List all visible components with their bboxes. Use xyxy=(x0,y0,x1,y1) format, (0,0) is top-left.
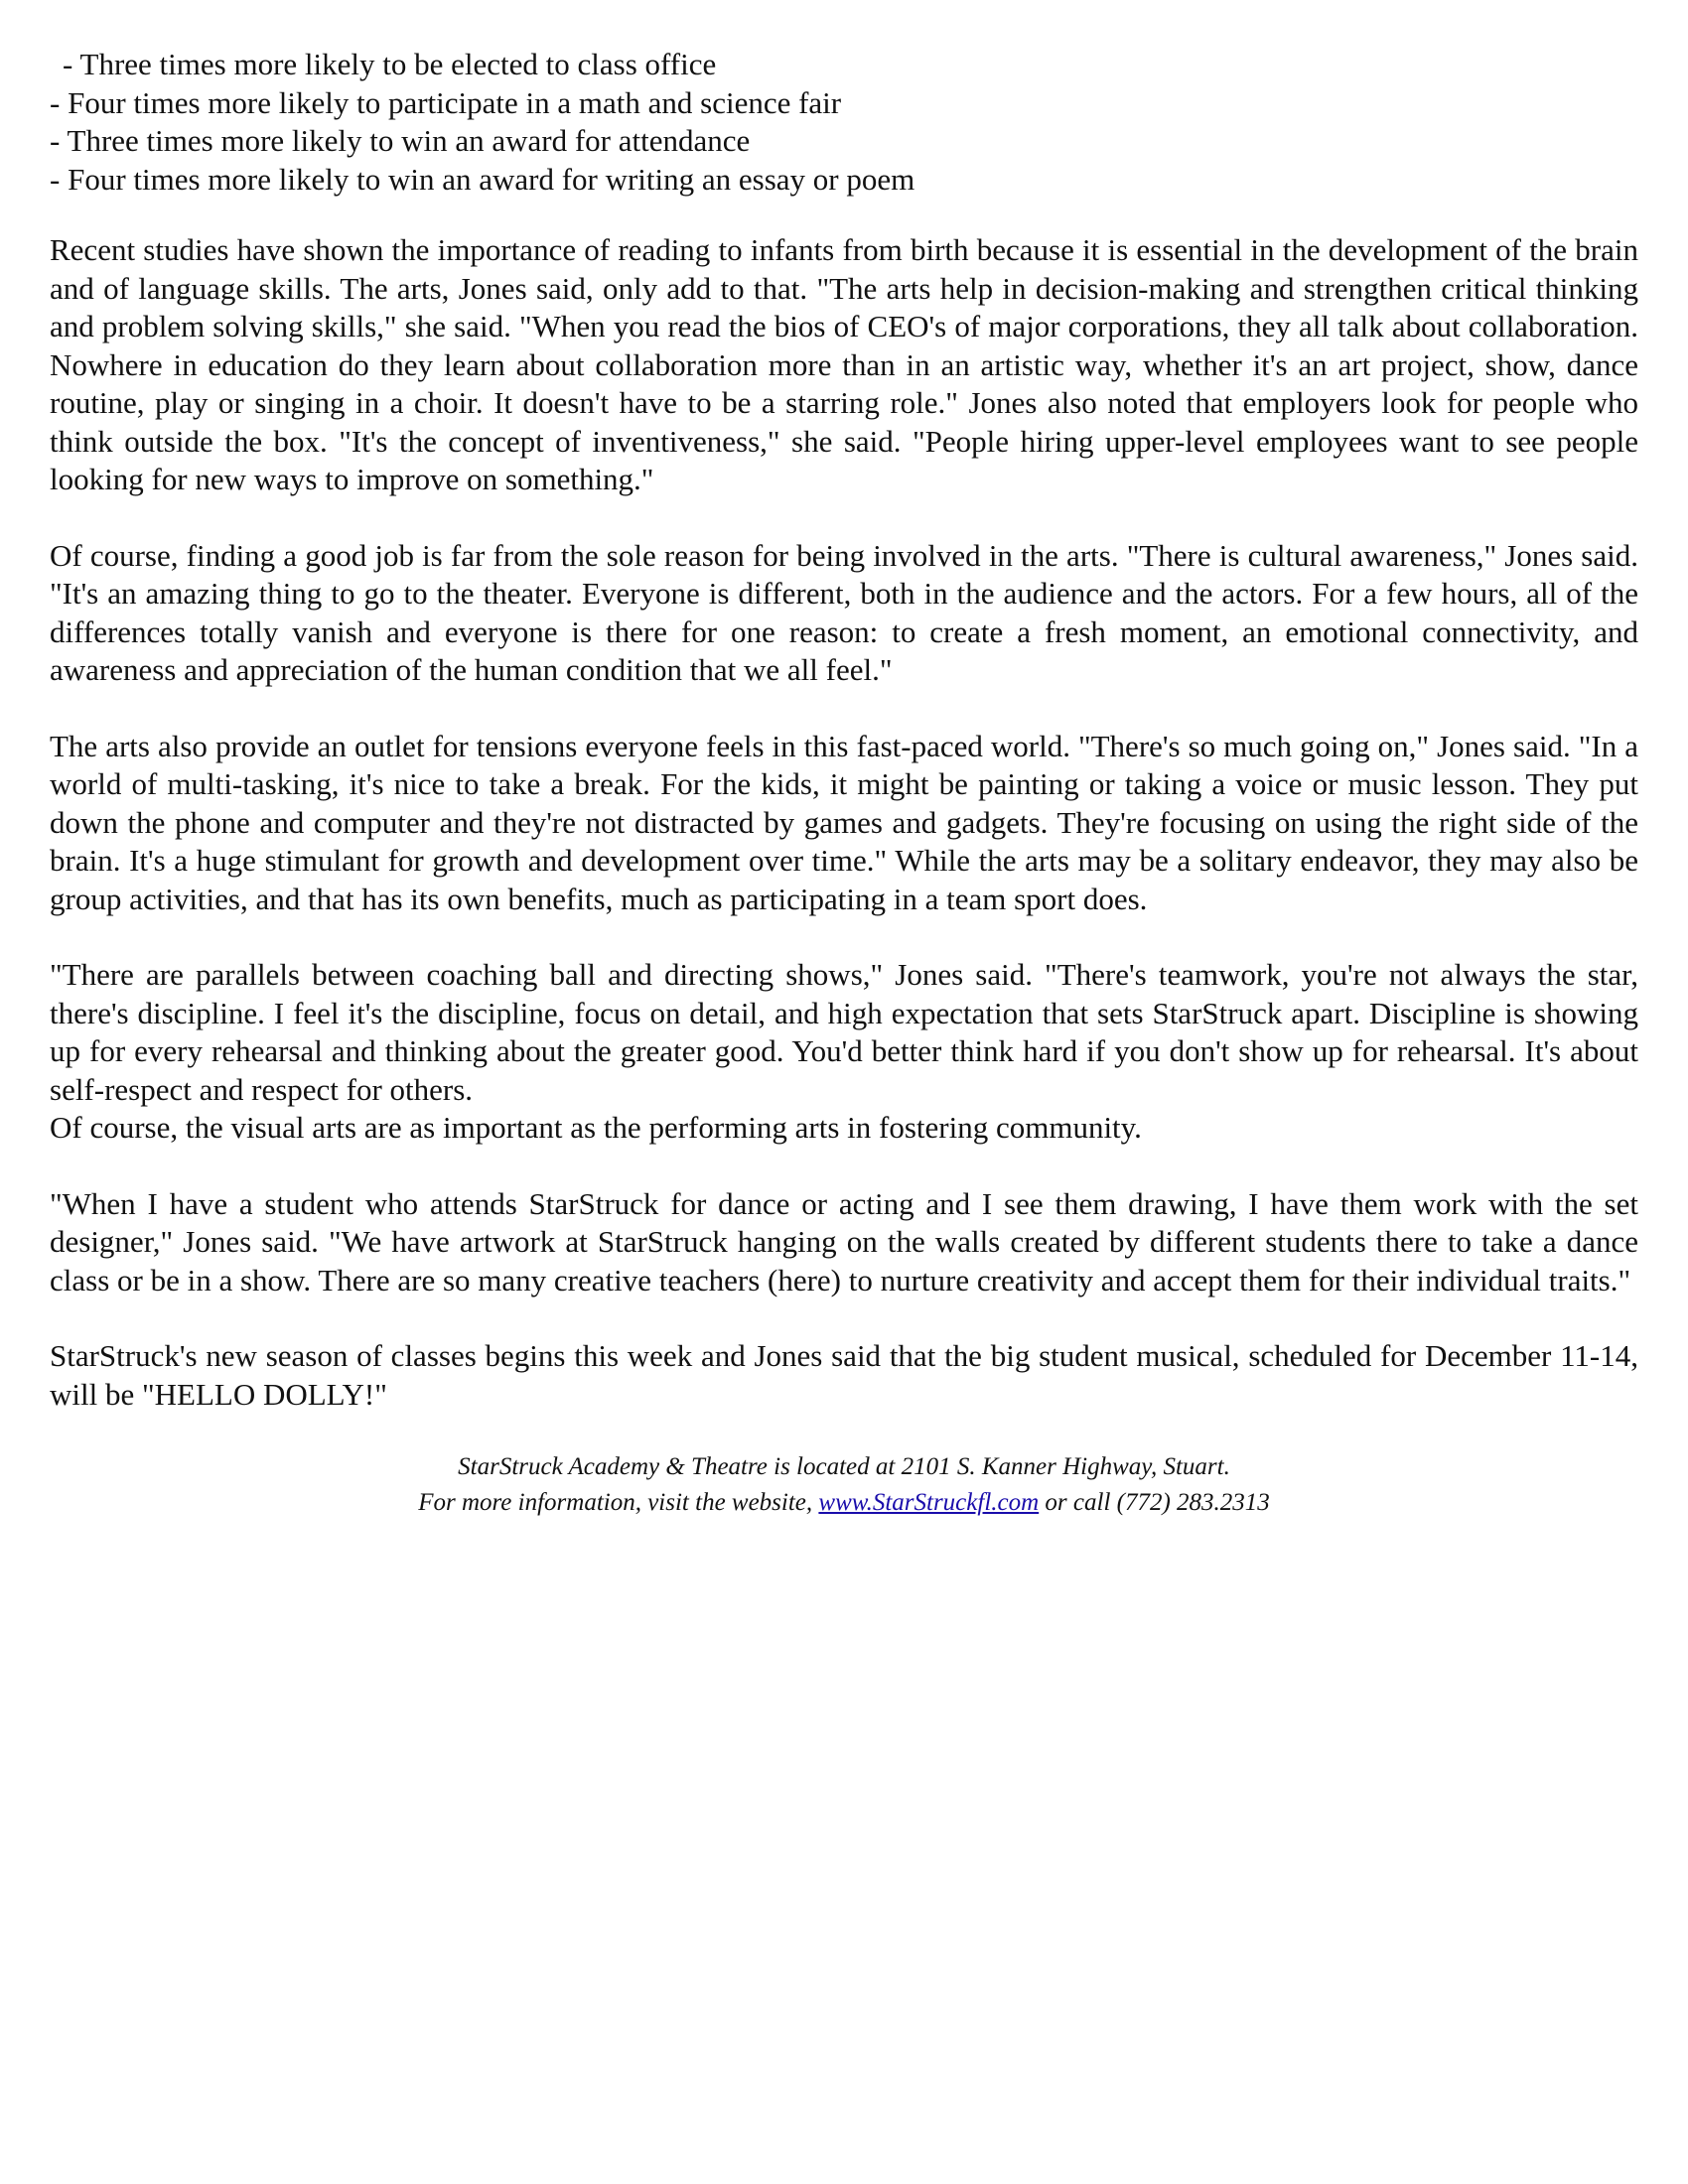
paragraph-visual-arts: Of course, the visual arts are as important as the performing arts in fostering community. xyxy=(50,1110,1142,1145)
list-item: - Three times more likely to win an award for attendance xyxy=(50,123,751,158)
list-item: - Four times more likely to participate in a math and science fair xyxy=(50,84,842,120)
contact-footer xyxy=(50,1449,1638,1521)
paragraph-set-designer: "When I have a student who attends StarStruck for dance or acting and I see them drawing, I have them work with the set designer," Jones said. "We have artwork at StarStruck hanging on the walls created by different students there to take a dance class or be in a show. There are so many creative teachers (here) to nurture creativity and accept them for their individual traits." xyxy=(50,1185,1638,1297)
statistics-list xyxy=(50,46,1638,199)
paragraph-cultural-awareness: Of course, finding a good job is far from the sole reason for being involved in the arts. "There is cultural awareness," Jones said. "It's an amazing thing to go to the theater. Everyone is different, both in the audience and the actors. For a few hours, all of the differences totally vanish and everyone is there for one reason: to create a fresh moment, an emotional connectivity, and awareness and appreciation of the human condition that we all feel." xyxy=(50,537,1638,687)
paragraph-reading-studies: Recent studies have shown the importance of reading to infants from birth because it is essential in the development of the brain and of language skills. The arts, Jones said, only add to that. "The arts help in decision-making and strengthen critical thinking and problem solving skills," she said. "When you read the bios of CEO's of major corporations, they all talk about collaboration. Nowhere in education do they learn about collaboration more than in an artistic way, whether it's an art project, show, dance routine, play or singing in a choir. It doesn't have to be a starring role." Jones also noted that employers look for people who think outside the box. "It's the concept of inventiveness," she said. "People hiring upper-level employees want to see people looking for new ways to improve on something." xyxy=(50,232,1638,496)
paragraph-new-season: StarStruck's new season of classes begins this week and Jones said that the big student musical, scheduled for December 11-14, will be "HELLO DOLLY!" xyxy=(50,1338,1638,1412)
article-body xyxy=(50,46,1638,1521)
website-link[interactable]: www.StarStruckfl.com xyxy=(818,1489,1040,1516)
list-item: - Three times more likely to be elected to class office xyxy=(63,47,717,81)
footer-address: StarStruck Academy & Theatre is located at 2101 S. Kanner Highway, Stuart. xyxy=(458,1453,1230,1480)
footer-contact-line xyxy=(50,1485,1638,1521)
list-item: - Four times more likely to win an award for writing an essay or poem xyxy=(50,161,915,197)
paragraph-parallels-coaching: "There are parallels between coaching ball and directing shows," Jones said. "There's teamwork, you're not always the star, there's discipline. I feel it's the discipline, focus on detail, and high expectation that sets StarStruck apart. Discipline is showing up for every rehearsal and thinking about the greater good. You'd better think hard if you don't show up for rehearsal. It's about self-respect and respect for others. xyxy=(50,957,1638,1107)
paragraph-outlet-for-tensions: The arts also provide an outlet for tensions everyone feels in this fast-paced world. "There's so much going on," Jones said. "In a world of multi-tasking, it's nice to take a break. For the kids, it might be painting or taking a voice or music lesson. They put down the phone and computer and they're not distracted by games and gadgets. They're focusing on using the right side of the brain. It's a huge stimulant for growth and development over time." While the arts may be a solitary endeavor, they may also be group activities, and that has its own benefits, much as participating in a team sport does. xyxy=(50,728,1638,916)
footer-prefix: For more information, visit the website, xyxy=(418,1489,819,1516)
footer-phone: or call (772) 283.2313 xyxy=(1039,1489,1270,1516)
